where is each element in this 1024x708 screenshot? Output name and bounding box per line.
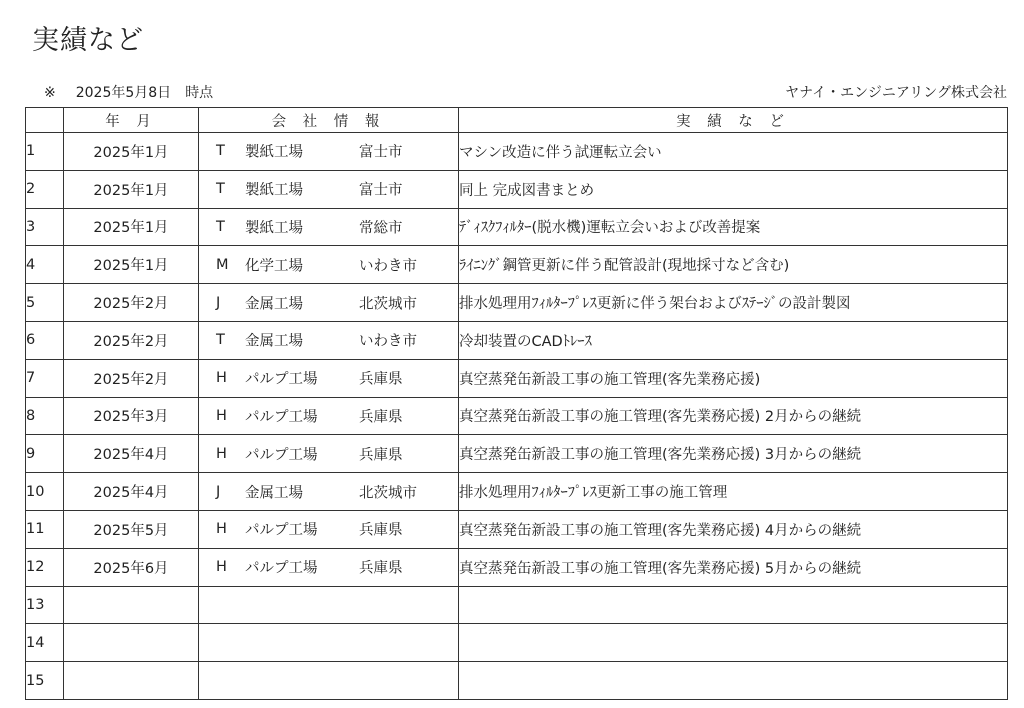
row-year-month: 2025年2月 xyxy=(64,321,199,359)
table-row xyxy=(26,548,1008,586)
row-company-info xyxy=(199,397,459,435)
as-of-date-value: 2025年5月8日 xyxy=(75,85,172,101)
note-mark: ※ xyxy=(44,85,56,101)
as-of-date xyxy=(44,82,227,102)
row-year-month: 2025年1月 xyxy=(64,208,199,246)
row-company-info xyxy=(199,473,459,511)
facility-type: 金属工場 xyxy=(245,333,303,350)
row-company-info xyxy=(199,246,459,284)
table-body xyxy=(26,133,1008,700)
row-year-month: 2025年2月 xyxy=(64,359,199,397)
row-number: 6 xyxy=(26,321,64,359)
as-of-suffix: 時点 xyxy=(185,85,214,101)
row-number: 14 xyxy=(26,624,64,662)
row-number: 4 xyxy=(26,246,64,284)
facility-type: パルプ工場 xyxy=(245,447,318,464)
records-table xyxy=(25,107,1008,700)
facility-type: パルプ工場 xyxy=(245,522,318,539)
facility-type: パルプ工場 xyxy=(245,560,318,577)
row-achievement: 同上 完成図書まとめ xyxy=(459,170,1008,208)
row-achievement: 排水処理用ﾌｨﾙﾀｰﾌﾟﾚｽ更新工事の施工管理 xyxy=(459,473,1008,511)
company-code: M xyxy=(216,256,229,273)
company-location: 北茨城市 xyxy=(359,296,417,313)
row-number: 5 xyxy=(26,284,64,322)
row-achievement: 真空蒸発缶新設工事の施工管理(客先業務応援) 2月からの継続 xyxy=(459,397,1008,435)
row-company-info xyxy=(199,208,459,246)
row-number: 9 xyxy=(26,435,64,473)
row-achievement xyxy=(459,586,1008,624)
page-title: 実績など xyxy=(32,25,144,56)
row-company-info xyxy=(199,624,459,662)
meta-row xyxy=(26,82,1007,102)
row-company-info xyxy=(199,548,459,586)
company-location: いわき市 xyxy=(359,258,417,275)
company-location: 兵庫県 xyxy=(359,371,403,388)
row-number: 7 xyxy=(26,359,64,397)
row-year-month xyxy=(64,662,199,700)
row-achievement: マシン改造に伴う試運転立会い xyxy=(459,133,1008,171)
row-number: 15 xyxy=(26,662,64,700)
company-location: 兵庫県 xyxy=(359,560,403,577)
table-row xyxy=(26,397,1008,435)
row-number: 11 xyxy=(26,510,64,548)
table-row xyxy=(26,170,1008,208)
row-year-month: 2025年5月 xyxy=(64,510,199,548)
row-year-month xyxy=(64,586,199,624)
row-achievement: 冷却装置のCADﾄﾚｰｽ xyxy=(459,321,1008,359)
row-achievement: 真空蒸発缶新設工事の施工管理(客先業務応援) 5月からの継続 xyxy=(459,548,1008,586)
row-year-month: 2025年4月 xyxy=(64,473,199,511)
company-code: H xyxy=(216,445,227,462)
row-number: 10 xyxy=(26,473,64,511)
company-location: 富士市 xyxy=(359,182,403,199)
row-company-info xyxy=(199,321,459,359)
table-row xyxy=(26,624,1008,662)
facility-type: 金属工場 xyxy=(245,296,303,313)
row-number: 1 xyxy=(26,133,64,171)
facility-type: 製紙工場 xyxy=(245,220,303,237)
table-row xyxy=(26,246,1008,284)
row-year-month: 2025年4月 xyxy=(64,435,199,473)
row-company-info xyxy=(199,510,459,548)
facility-type: 金属工場 xyxy=(245,485,303,502)
row-achievement: 真空蒸発缶新設工事の施工管理(客先業務応援) 3月からの継続 xyxy=(459,435,1008,473)
table-row xyxy=(26,435,1008,473)
row-year-month: 2025年2月 xyxy=(64,284,199,322)
table-row xyxy=(26,510,1008,548)
header-no xyxy=(26,108,64,133)
header-achievements: 実 績 な ど xyxy=(459,108,1008,133)
row-company-info xyxy=(199,586,459,624)
row-year-month xyxy=(64,624,199,662)
table-row xyxy=(26,284,1008,322)
row-year-month: 2025年1月 xyxy=(64,170,199,208)
company-location: 兵庫県 xyxy=(359,522,403,539)
row-achievement xyxy=(459,662,1008,700)
company-code: T xyxy=(216,218,225,235)
row-year-month: 2025年1月 xyxy=(64,133,199,171)
company-code: H xyxy=(216,370,227,387)
company-location: 兵庫県 xyxy=(359,409,403,426)
row-year-month: 2025年6月 xyxy=(64,548,199,586)
row-number: 13 xyxy=(26,586,64,624)
table-row xyxy=(26,359,1008,397)
header-row xyxy=(26,108,1008,133)
row-achievement: ﾗｲﾆﾝｸﾞ鋼管更新に伴う配管設計(現地採寸など含む) xyxy=(459,246,1008,284)
company-code: H xyxy=(216,559,227,576)
row-company-info xyxy=(199,662,459,700)
row-company-info xyxy=(199,359,459,397)
table-row xyxy=(26,662,1008,700)
company-location: 富士市 xyxy=(359,144,403,161)
company-location: 北茨城市 xyxy=(359,485,417,502)
facility-type: 化学工場 xyxy=(245,258,303,275)
row-achievement: 真空蒸発缶新設工事の施工管理(客先業務応援) xyxy=(459,359,1008,397)
company-location: いわき市 xyxy=(359,333,417,350)
facility-type: 製紙工場 xyxy=(245,182,303,199)
table-row xyxy=(26,473,1008,511)
company-code: T xyxy=(216,143,225,160)
table-row xyxy=(26,586,1008,624)
table-row xyxy=(26,208,1008,246)
row-number: 3 xyxy=(26,208,64,246)
row-company-info xyxy=(199,284,459,322)
facility-type: パルプ工場 xyxy=(245,371,318,388)
table-row xyxy=(26,321,1008,359)
row-year-month: 2025年1月 xyxy=(64,246,199,284)
facility-type: パルプ工場 xyxy=(245,409,318,426)
company-location: 常総市 xyxy=(359,220,403,237)
row-company-info xyxy=(199,435,459,473)
company-code: H xyxy=(216,407,227,424)
header-year-month: 年 月 xyxy=(64,108,199,133)
row-company-info xyxy=(199,170,459,208)
company-code: T xyxy=(216,332,225,349)
row-number: 12 xyxy=(26,548,64,586)
company-code: J xyxy=(216,483,221,500)
row-achievement: 真空蒸発缶新設工事の施工管理(客先業務応援) 4月からの継続 xyxy=(459,510,1008,548)
row-number: 8 xyxy=(26,397,64,435)
company-code: H xyxy=(216,521,227,538)
company-code: J xyxy=(216,294,221,311)
company-location: 兵庫県 xyxy=(359,447,403,464)
company-name: ヤナイ・エンジニアリング株式会社 xyxy=(785,85,1007,101)
row-achievement: ﾃﾞｨｽｸﾌｨﾙﾀｰ(脱水機)運転立会いおよび改善提案 xyxy=(459,208,1008,246)
header-company-info: 会 社 情 報 xyxy=(199,108,459,133)
row-achievement xyxy=(459,624,1008,662)
table-row xyxy=(26,133,1008,171)
row-year-month: 2025年3月 xyxy=(64,397,199,435)
facility-type: 製紙工場 xyxy=(245,144,303,161)
row-company-info xyxy=(199,133,459,171)
company-code: T xyxy=(216,181,225,198)
row-achievement: 排水処理用ﾌｨﾙﾀｰﾌﾟﾚｽ更新に伴う架台およびｽﾃｰｼﾞの設計製図 xyxy=(459,284,1008,322)
row-number: 2 xyxy=(26,170,64,208)
